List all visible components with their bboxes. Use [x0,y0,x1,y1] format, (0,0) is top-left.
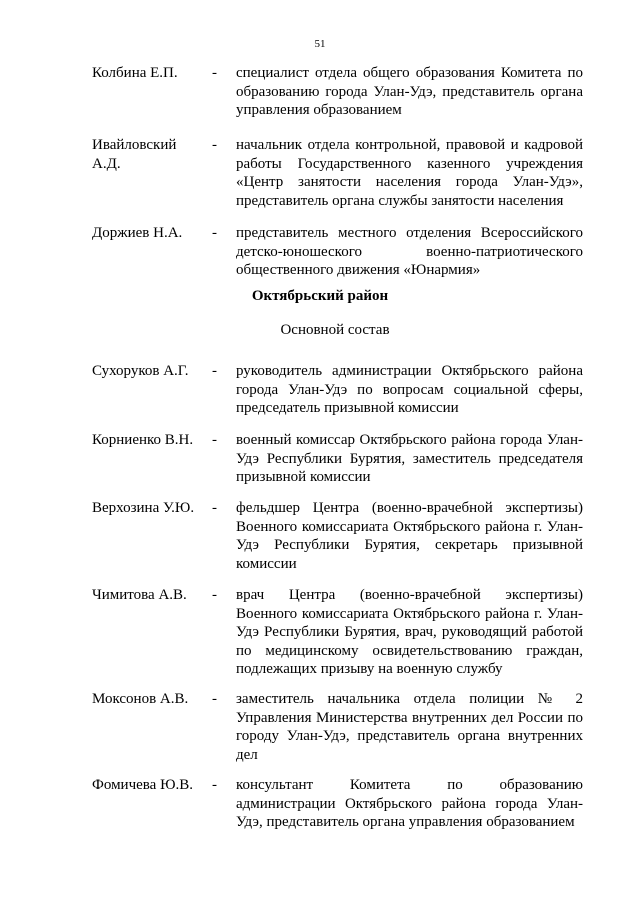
person-name: Ивайловский А.Д. [92,137,177,172]
person-role: руководитель администрации Октябрьского района города Улан-Удэ по вопросам социальной сферы, председатель призывной комиссии [236,363,583,416]
person-role: военный комиссар Октябрьского района города Улан-Удэ Республики Бурятия, заместитель председателя призывной комиссии [236,432,583,485]
subsection-title: Основной состав [280,322,390,338]
dash-separator: - [212,65,217,81]
dash-separator: - [212,363,217,379]
person-name: Верхозина У.Ю. [92,500,195,516]
section-title: Октябрьский район [251,288,389,304]
dash-separator: - [212,500,217,516]
person-name: Чимитова А.В. [92,587,187,603]
person-role: заместитель начальника отдела полиции № 2 Управления Министерства внутренних дел России по городу Улан-Удэ, представитель органа внутренних дел [236,691,583,763]
dash-separator: - [212,777,217,793]
dash-separator: - [212,432,217,448]
person-role: фельдшер Центра (военно-врачебной экспертизы) Военного комиссариата Октябрьского района г. Улан-Удэ Республики Бурятия, секретарь призывной комиссии [236,500,583,572]
dash-separator: - [212,137,217,153]
person-name: Сухоруков А.Г. [92,363,189,379]
person-name: Моксонов А.В. [92,691,189,707]
person-name: Фомичева Ю.В. [92,777,194,793]
page-number: 51 [314,38,326,50]
person-name: Колбина Е.П. [92,65,178,81]
dash-separator: - [212,225,217,241]
person-role: консультант Комитета по образованию администрации Октябрьского района города Улан-Удэ, представитель органа управления образованием [236,777,583,830]
person-role: представитель местного отделения Всероссийского детско-юношеского военно-патриотического общественного движения «Юнармия» [236,225,583,278]
person-role: специалист отдела общего образования Комитета по образованию города Улан-Удэ, представитель органа управления образованием [236,65,583,118]
dash-separator: - [212,587,217,603]
person-role: начальник отдела контрольной, правовой и кадровой работы Государственного казенного учреждения «Центр занятости населения города Улан-Удэ», представитель органа службы занятости населения [236,137,583,209]
dash-separator: - [212,691,217,707]
person-role: врач Центра (военно-врачебной экспертизы) Военного комиссариата Октябрьского района г. Улан-Удэ Республики Бурятия, врач, руководящий работой по медицинскому освидетельствованию граждан, подлежащих призыву на военную службу [236,587,583,677]
person-name: Доржиев Н.А. [92,225,183,241]
person-name: Корниенко В.Н. [92,432,194,448]
